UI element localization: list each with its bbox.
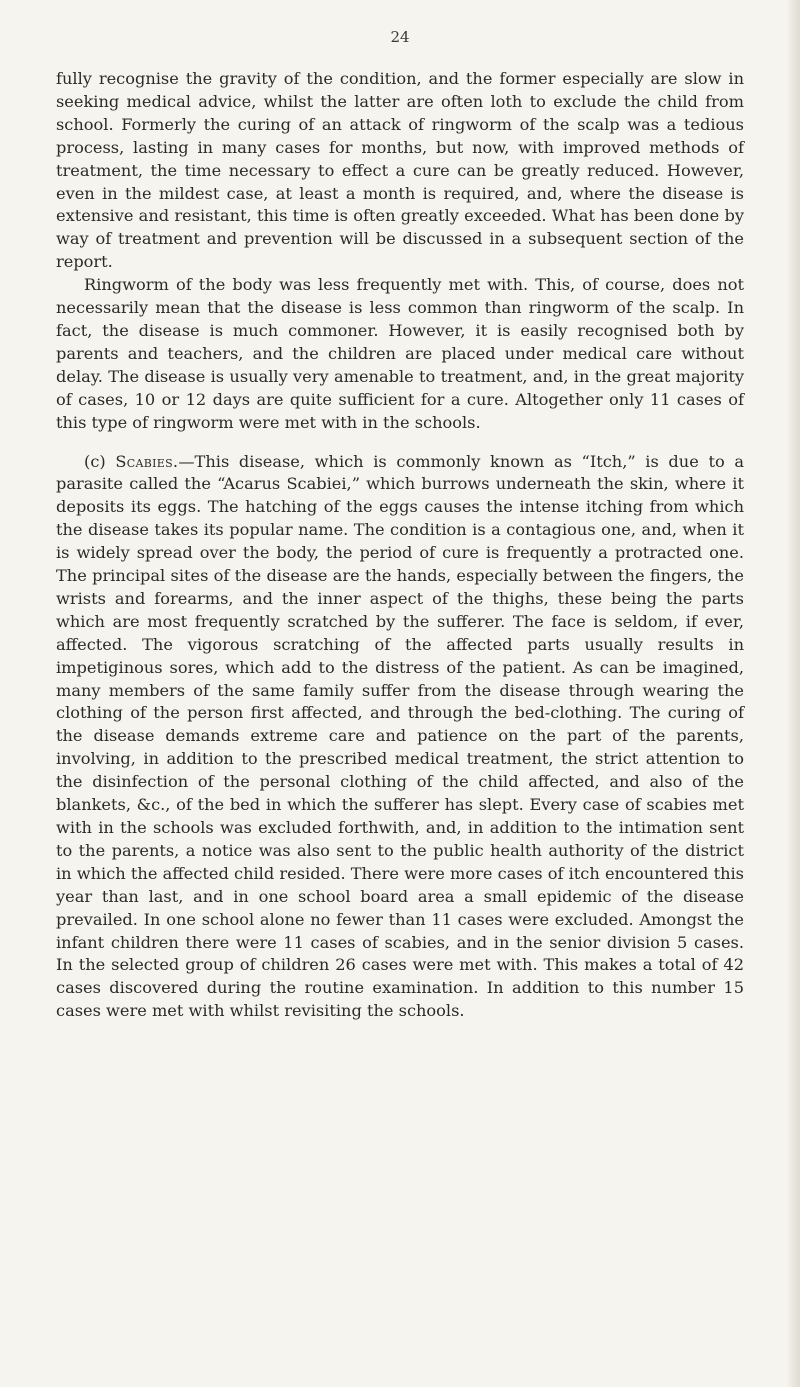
paragraph-ringworm-body: Ringworm of the body was less frequently met with. This, of course, does not necessarily mean that the disease is less common than ringworm of the scalp. In fact, the disease is much commoner. However, it is easily recognised both by parents and teachers, and the children are placed under medical care without delay. The disease is usually very amenable to treatment, and, in the great majority of cases, 10 or 12 days are quite sufficient for a cure. Altogether only 11 cases of this type of ringworm were met with in the schools.	[56, 275, 744, 432]
paragraph-ringworm-scalp: fully recognise the gravity of the condition, and the former especially are slow in seeking medical advice, whilst the latter are often loth to exclude the child from school. Formerly the curing of an attack of ringworm of the scalp was a tedious process, lasting in many cases for months, but now, with improved methods of treatment, the time necessary to effect a cure can be greatly reduced. However, even in the mildest case, at least a month is required, and, where the disease is extensive and resistant, this time is often greatly exceeded. What has been done by way of treatment and prevention will be discussed in a subsequent section of the report.	[56, 69, 744, 272]
section-heading-scabies: Scabies.	[115, 451, 179, 471]
section-label: (c)	[84, 451, 106, 471]
page-edge-shadow	[786, 0, 800, 1387]
page-number: 24	[390, 28, 410, 46]
scabies-body-text: —This disease, which is commonly known as “Itch,” is due to a parasite called the “Acarus Scabiei,” which burrows underneath the skin, where it deposits its eggs. The hatching of the eggs causes the intense itching from which the disease takes its popular name. The condition is a contagious one, and, when it is widely spread over the body, the period of cure is frequently a protracted one. The principal sites of the disease are the hands, especially between the fingers, the wrists and forearms, and the inner aspect of the thighs, these being the parts which are most frequently scratched by the sufferer. The face is seldom, if ever, affected. The vigorous scratching of the affected parts usually results in impetiginous sores, which add to the distress of the patient. As can be imagined, many members of the same family suffer from the disease through wearing the clothing of the person first affected, and through the bed-clothing. The curing of the disease demands extreme care and patience on the part of the parents, involving, in addition to the prescribed medical treatment, the strict attention to the disinfection of the personal clothing of the child affected, and also of the blankets, &c., of the bed in which the sufferer has slept. Every case of scabies met with in the schools was excluded forthwith, and, in addition to the intimation sent to the parents, a notice was also sent to the public health authority of the district in which the affected child resided. There were more cases of itch encountered this year than last, and in one school board area a small epidemic of the disease prevailed. In one school alone no fewer than 11 cases were excluded. Amongst the infant children there were 11 cases of scabies, and in the senior division 5 cases. In the selected group of children 26 cases were met with. This makes a total of 42 cases discovered during the routine examination. In addition to this number 15 cases were met with whilst revisiting the schools.	[56, 451, 744, 1021]
paragraph-scabies	[56, 451, 744, 1024]
